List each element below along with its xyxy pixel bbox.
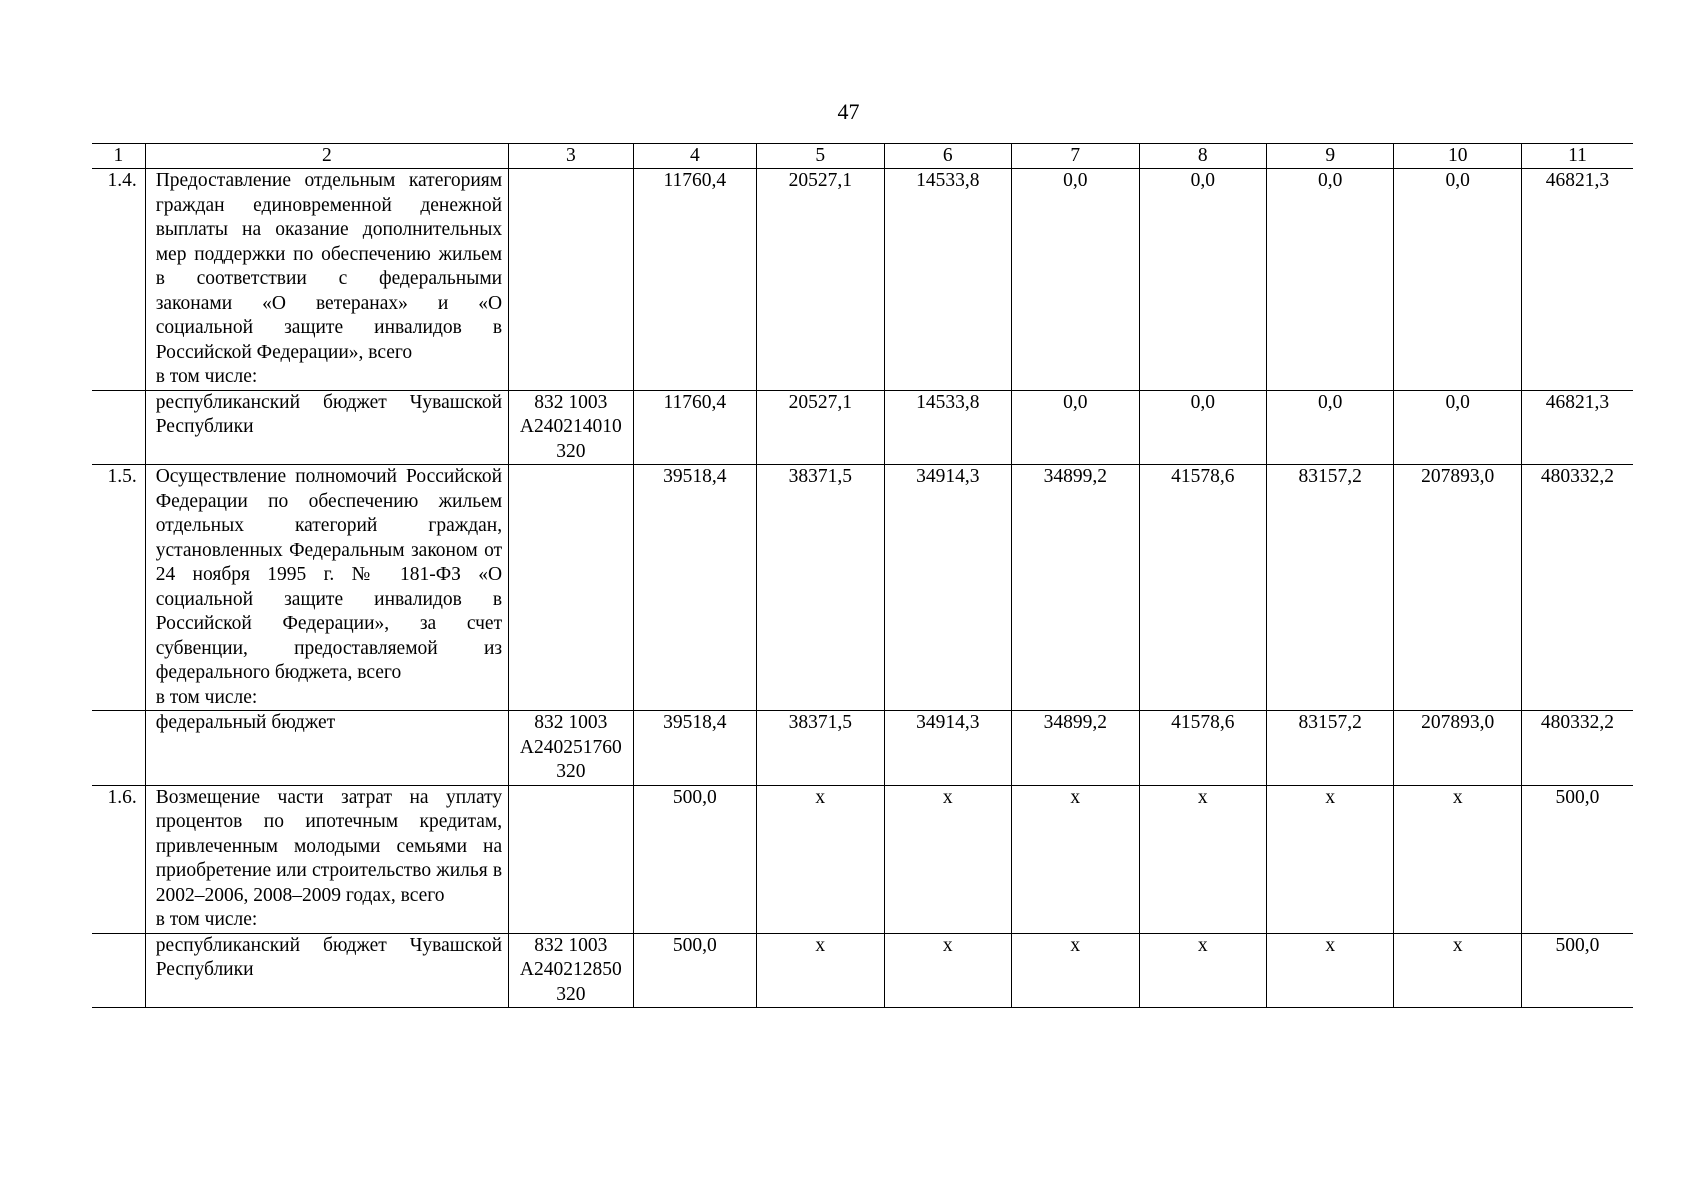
- value-cell-col-9: х: [1267, 785, 1394, 933]
- table-row: [92, 465, 1633, 711]
- row-name: федеральный бюджет: [155, 712, 336, 733]
- header-cell-3: 3: [509, 144, 633, 169]
- value-cell-col-11: 500,0: [1521, 933, 1633, 1008]
- budget-code-line: А240212850: [519, 959, 622, 980]
- value-cell-col-7: 0,0: [1012, 390, 1139, 465]
- value-cell-col-4: 39518,4: [633, 465, 756, 711]
- row-name: Возмещение части затрат на уплату процентов по ипотечным кредитам, привлеченным молодыми семьями на приобретение или строительство жилья в 2002–2006, 2008–2009 годах, всего: [155, 786, 503, 906]
- header-cell-5: 5: [757, 144, 884, 169]
- row-subnote: в том числе:: [155, 909, 258, 930]
- row-subnote: в том числе:: [155, 366, 258, 387]
- value-cell-col-7: 34899,2: [1012, 465, 1139, 711]
- header-cell-4: 4: [633, 144, 756, 169]
- value-cell-col-10: х: [1394, 933, 1521, 1008]
- value-cell-col-5: х: [757, 785, 884, 933]
- value-cell-col-8: 0,0: [1139, 169, 1266, 391]
- value-cell-col-4: 39518,4: [633, 711, 756, 786]
- value-cell-col-9: 83157,2: [1267, 465, 1394, 711]
- row-name: республиканский бюджет Чувашской Республики: [155, 934, 503, 980]
- value-cell-col-10: 0,0: [1394, 390, 1521, 465]
- value-cell-col-5: 20527,1: [757, 390, 884, 465]
- table-row: [92, 711, 1633, 786]
- header-row: [92, 144, 1633, 169]
- budget-code-cell: [509, 465, 633, 711]
- row-name-cell: [145, 785, 508, 933]
- header-cell-2: 2: [145, 144, 508, 169]
- header-cell-7: 7: [1012, 144, 1139, 169]
- row-number: 1.6.: [92, 785, 145, 933]
- value-cell-col-4: 500,0: [633, 785, 756, 933]
- value-cell-col-10: х: [1394, 785, 1521, 933]
- value-cell-col-4: 500,0: [633, 933, 756, 1008]
- row-name-cell: [145, 465, 508, 711]
- value-cell-col-6: 34914,3: [884, 465, 1011, 711]
- value-cell-col-7: 34899,2: [1012, 711, 1139, 786]
- value-cell-col-7: 0,0: [1012, 169, 1139, 391]
- value-cell-col-6: х: [884, 933, 1011, 1008]
- header-cell-1: 1: [92, 144, 145, 169]
- value-cell-col-8: 0,0: [1139, 390, 1266, 465]
- value-cell-col-5: х: [757, 933, 884, 1008]
- value-cell-col-11: 46821,3: [1521, 390, 1633, 465]
- value-cell-col-6: х: [884, 785, 1011, 933]
- value-cell-col-11: 480332,2: [1521, 711, 1633, 786]
- value-cell-col-10: 0,0: [1394, 169, 1521, 391]
- value-cell-col-5: 20527,1: [757, 169, 884, 391]
- page-number: 47: [837, 99, 860, 124]
- row-name: Осуществление полномочий Российской Федерации по обеспечению жильем отдельных категорий граждан, установленных Федеральным законом от 24 ноября 1995 г. № 181-ФЗ «О социальной защите инвалидов в Российской Федерации», за счет субвенции, предоставляемой из федерального бюджета, всего: [155, 466, 503, 683]
- budget-code-cell: [509, 711, 633, 786]
- value-cell-col-9: 0,0: [1267, 169, 1394, 391]
- table-row: [92, 390, 1633, 465]
- budget-code-line: 320: [556, 761, 586, 782]
- row-number: [92, 933, 145, 1008]
- table-row: [92, 933, 1633, 1008]
- value-cell-col-5: 38371,5: [757, 711, 884, 786]
- value-cell-col-5: 38371,5: [757, 465, 884, 711]
- value-cell-col-8: х: [1139, 933, 1266, 1008]
- row-name-cell: [145, 711, 508, 786]
- header-cell-8: 8: [1139, 144, 1266, 169]
- row-number: 1.4.: [92, 169, 145, 391]
- row-name-cell: [145, 390, 508, 465]
- value-cell-col-8: х: [1139, 785, 1266, 933]
- value-cell-col-9: 0,0: [1267, 390, 1394, 465]
- budget-code-cell: [509, 169, 633, 391]
- budget-code-cell: [509, 390, 633, 465]
- budget-code-line: 320: [556, 440, 586, 462]
- header-cell-6: 6: [884, 144, 1011, 169]
- budget-code-line: А240214010: [519, 416, 622, 437]
- value-cell-col-4: 11760,4: [633, 390, 756, 465]
- row-number: [92, 390, 145, 465]
- value-cell-col-9: х: [1267, 933, 1394, 1008]
- value-cell-col-7: х: [1012, 785, 1139, 933]
- row-name-cell: [145, 933, 508, 1008]
- budget-code-line: 832 1003: [534, 391, 608, 413]
- budget-code-cell: [509, 785, 633, 933]
- budget-table: [92, 143, 1633, 1008]
- table-row: [92, 785, 1633, 933]
- budget-code-line: 832 1003: [534, 934, 608, 956]
- row-subnote: в том числе:: [155, 686, 258, 708]
- row-name: Предоставление отдельным категориям граждан единовременной денежной выплаты на оказание дополнительных мер поддержки по обеспечению жильем в соответствии с федеральными законами «О ветеранах» и «О социальной защите инвалидов в Российской Федерации», всего: [155, 170, 503, 363]
- header-cell-10: 10: [1394, 144, 1521, 169]
- value-cell-col-11: 500,0: [1521, 785, 1633, 933]
- table-row: [92, 169, 1633, 391]
- value-cell-col-8: 41578,6: [1139, 465, 1266, 711]
- row-number: [92, 711, 145, 786]
- value-cell-col-8: 41578,6: [1139, 711, 1266, 786]
- row-name: республиканский бюджет Чувашской Республики: [155, 391, 503, 437]
- value-cell-col-4: 11760,4: [633, 169, 756, 391]
- header-cell-9: 9: [1267, 144, 1394, 169]
- row-name-cell: [145, 169, 508, 391]
- header-cell-11: 11: [1521, 144, 1633, 169]
- budget-code-line: 832 1003: [534, 712, 608, 733]
- row-number: 1.5.: [92, 465, 145, 711]
- value-cell-col-6: 14533,8: [884, 169, 1011, 391]
- budget-code-line: А240251760: [519, 736, 622, 758]
- value-cell-col-9: 83157,2: [1267, 711, 1394, 786]
- value-cell-col-10: 207893,0: [1394, 465, 1521, 711]
- value-cell-col-6: 14533,8: [884, 390, 1011, 465]
- value-cell-col-11: 480332,2: [1521, 465, 1633, 711]
- value-cell-col-6: 34914,3: [884, 711, 1011, 786]
- budget-code-line: 320: [556, 983, 586, 1005]
- value-cell-col-11: 46821,3: [1521, 169, 1633, 391]
- budget-code-cell: [509, 933, 633, 1008]
- value-cell-col-7: х: [1012, 933, 1139, 1008]
- value-cell-col-10: 207893,0: [1394, 711, 1521, 786]
